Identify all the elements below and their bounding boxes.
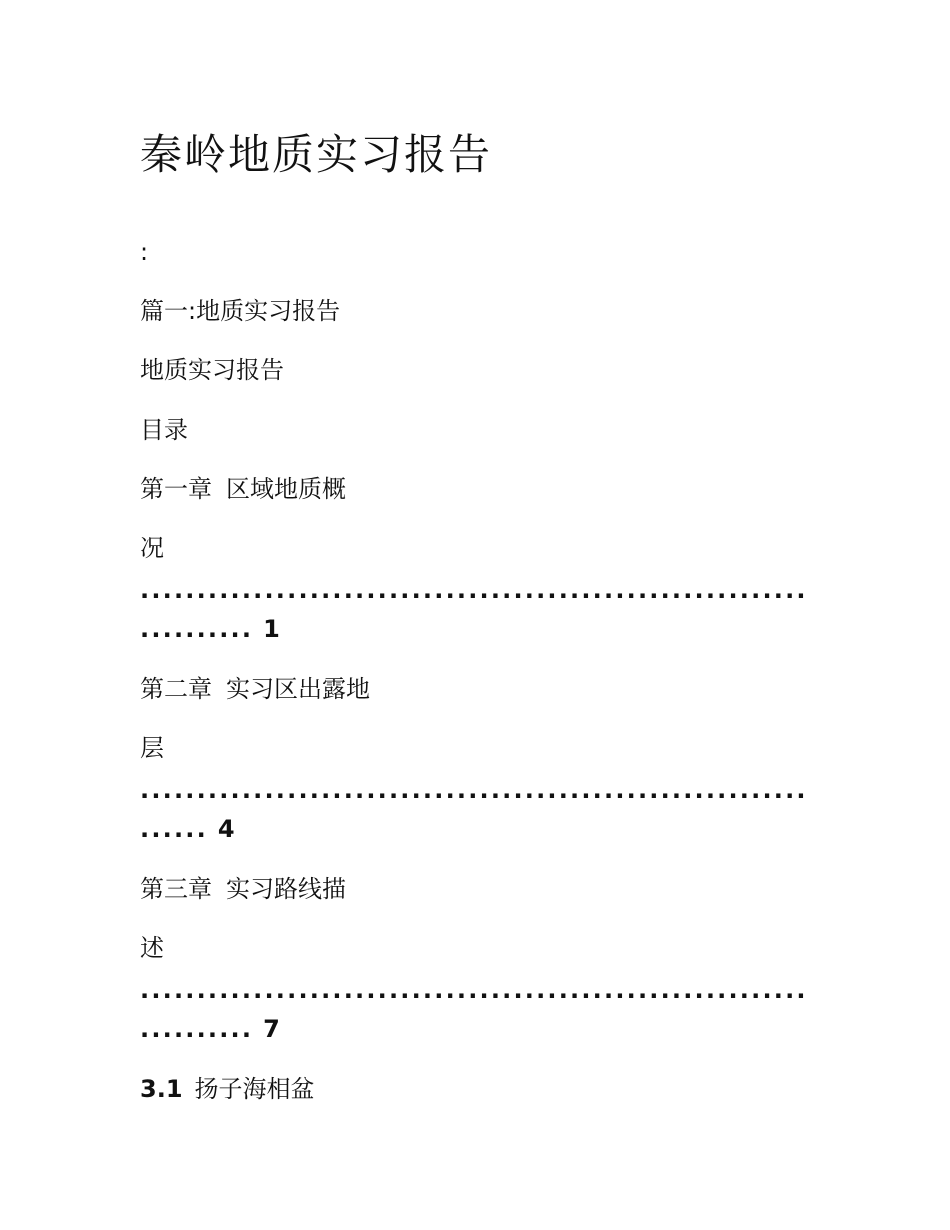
toc-heading: 目录 (140, 416, 188, 444)
toc-entry-1-chapter: 第一章 (140, 475, 212, 503)
toc-entry-2-title[interactable] (140, 677, 370, 701)
toc-entry-2-leader-tail (140, 817, 235, 841)
toc-entry-2-chapter: 第二章 (140, 675, 212, 703)
section-3-1-heading[interactable] (140, 1077, 315, 1101)
toc-entry-2-page: 4 (217, 815, 235, 843)
toc-entry-1-leader-tail (140, 617, 280, 641)
toc-entry-2-leader-dots: ...... (140, 815, 208, 843)
toc-entry-3-chapter: 第三章 (140, 875, 212, 903)
subtitle: 地质实习报告 (140, 356, 284, 384)
toc-entry-3-leader-dots: .......... (140, 1015, 254, 1043)
document-title: 秦岭地质实习报告 (140, 130, 493, 179)
colon-line: : (140, 238, 149, 266)
toc-entry-1-title-cont: 况 (140, 534, 164, 562)
toc-entry-3-title-part1: 实习路线描 (226, 875, 346, 903)
toc-entry-1-leader: ........................................................... (140, 578, 808, 602)
toc-entry-2-title-cont: 层 (140, 734, 164, 762)
toc-entry-3-leader-tail (140, 1017, 280, 1041)
toc-entry-3-title-cont: 述 (140, 934, 164, 962)
section-number: 3.1 (140, 1075, 183, 1103)
part-heading: 篇一:地质实习报告 (140, 297, 341, 325)
toc-entry-3-leader: ........................................................... (140, 978, 808, 1002)
toc-entry-1-leader-dots: .......... (140, 615, 254, 643)
toc-entry-1-page: 1 (263, 615, 280, 643)
toc-entry-2-leader: ........................................................... (140, 778, 808, 802)
toc-entry-1-title[interactable] (140, 477, 346, 501)
section-title: 扬子海相盆 (194, 1075, 315, 1103)
toc-entry-2-title-part1: 实习区出露地 (226, 675, 370, 703)
toc-entry-3-title[interactable] (140, 877, 346, 901)
toc-entry-1-title-part1: 区域地质概 (226, 475, 346, 503)
toc-entry-3-page: 7 (263, 1015, 280, 1043)
